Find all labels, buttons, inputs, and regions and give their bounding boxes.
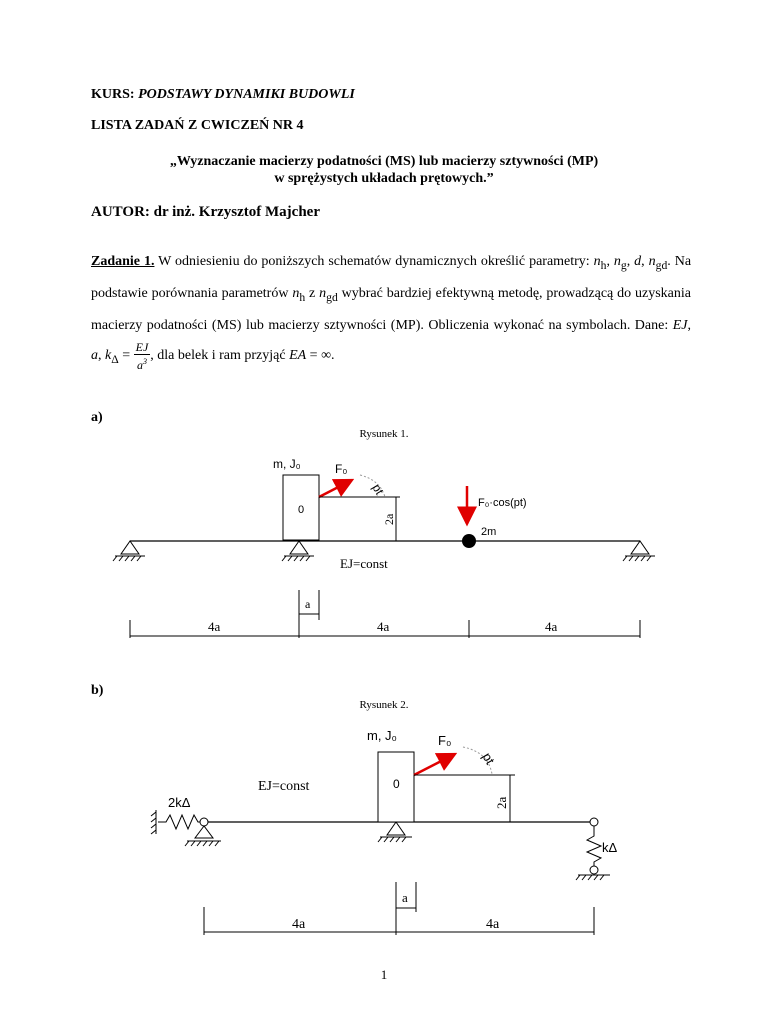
subtitle-line-2: w sprężystych układach prętowych.”: [274, 171, 494, 186]
spring-right-label: kΔ: [602, 840, 618, 855]
pin-support-middle: [282, 541, 314, 561]
angle-label-a: pt: [369, 481, 387, 498]
height-label-a: 2a: [382, 513, 396, 525]
point-mass-label-a: 2m: [481, 526, 497, 538]
list-title: LISTA ZADAŃ Z CWICZEŃ NR 4: [91, 118, 304, 133]
force-label-a: F₀: [335, 462, 348, 476]
stiffness-label-a: EJ=const: [340, 556, 388, 571]
figure-a-label: a): [91, 410, 103, 425]
pin-support-middle-b: [378, 822, 412, 842]
force-arrow-b: [414, 754, 455, 775]
mass-id-a: 0: [298, 504, 305, 516]
mass-label-b: m, J₀: [367, 728, 397, 743]
k-fraction: $\frac{EJ}{a^3}$: [135, 339, 149, 372]
dim-b-small: a: [402, 890, 408, 905]
dim-b-1: 4a: [292, 917, 306, 932]
dim-b-2: 4a: [486, 917, 500, 932]
pin-support-left: [113, 541, 145, 561]
spring-left: [158, 815, 200, 829]
figure-b-label: b): [91, 683, 104, 698]
author-line: AUTOR: dr inż. Krzysztof Majcher: [91, 204, 320, 220]
dim-a-2: 4a: [377, 619, 390, 634]
dim-a-small: a: [305, 597, 311, 611]
subtitle-line-1: „Wyznaczanie macierzy podatności (MS) lub macierzy sztywności (MP): [169, 154, 599, 169]
figure-a-diagram: [0, 440, 768, 650]
task-label: Zadanie 1.: [91, 254, 155, 269]
stiffness-label-b: EJ=const: [258, 779, 310, 794]
figure-a-caption: Rysunek 1.: [359, 428, 409, 440]
point-mass-a: [462, 534, 476, 548]
mass-label-a: m, J₀: [273, 457, 301, 471]
course-name: PODSTAWY DYNAMIKI BUDOWLI: [138, 87, 355, 102]
height-label-b: 2a: [494, 796, 509, 809]
page-number: 1: [380, 967, 388, 982]
force-arrow-a: [319, 480, 352, 497]
course-line: KURS: PODSTAWY DYNAMIKI BUDOWLI: [91, 87, 355, 102]
dim-a-3: 4a: [545, 619, 558, 634]
mass-id-b: 0: [393, 777, 400, 791]
point-force-label-a: F₀·cos(pt): [478, 497, 527, 509]
figure-b-diagram: [0, 712, 768, 942]
force-label-b: F₀: [438, 733, 452, 748]
task-1-paragraph: Zadanie 1. W odniesieniu do poniższych schematów dynamicznych określić parametry: $n_h$, $n_g$, d, $n_{gd}$. Na podstawie porównania parametrów $n_h$ z $n_{gd}$ wybrać bardziej efektywną metodę, prowadzącą do uzyskania macierzy podatności (MS) lub macierzy sztywności (MP). Obliczenia wykonać na symbolach. Dane: EJ, a, $k_\Delta$ = $\frac{EJ}{a^3}$ , dla belek i ram przyjąć EA = ∞.: [91, 254, 692, 372]
figure-b-caption: Rysunek 2.: [359, 699, 409, 711]
spring-left-label: 2kΔ: [168, 795, 191, 810]
angle-label-b: pt: [479, 750, 498, 767]
pin-support-right: [623, 541, 655, 561]
dim-a-1: 4a: [208, 619, 221, 634]
